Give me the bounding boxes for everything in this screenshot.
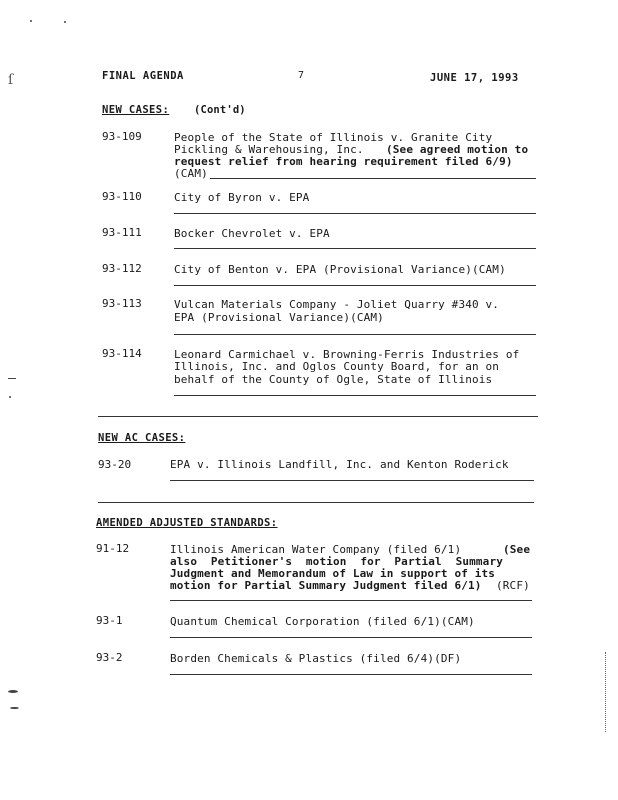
- case-caption-line: Quantum Chemical Corporation (filed 6/1)(CAM): [170, 615, 475, 628]
- agenda-title: FINAL AGENDA: [102, 70, 184, 82]
- case-caption-line: EPA (Provisional Variance)(CAM): [174, 311, 384, 324]
- case-number: 91-12: [96, 542, 130, 555]
- signature-rule: [174, 285, 536, 286]
- case-caption-line: City of Benton v. EPA (Provisional Variance)(CAM): [174, 263, 506, 276]
- section-contd: (Cont'd): [194, 104, 246, 116]
- scan-speck: [64, 21, 66, 23]
- signature-rule: [170, 637, 532, 638]
- scan-speck: [8, 378, 16, 379]
- signature-rule: [174, 334, 536, 335]
- case-number: 93-1: [96, 614, 123, 627]
- signature-rule: [170, 674, 532, 675]
- case-number: 93-110: [102, 190, 142, 203]
- signature-rule: [170, 600, 532, 601]
- case-caption-line: City of Byron v. EPA: [174, 191, 310, 204]
- section-heading-amended-adjusted-standards: AMENDED ADJUSTED STANDARDS:: [96, 517, 278, 529]
- scan-speck: [8, 690, 18, 693]
- signature-rule: [170, 480, 534, 481]
- case-caption-line: Illinois, Inc. and Oglos County Board, for an on: [174, 360, 500, 373]
- margin-mark: ſ: [8, 72, 14, 88]
- case-note: (See agreed motion to: [386, 143, 529, 156]
- signature-rule: [174, 213, 536, 214]
- case-initials: (RCF): [496, 579, 530, 592]
- scan-edge-mark: [605, 652, 606, 732]
- scan-speck: [30, 20, 32, 22]
- scan-speck: [10, 707, 19, 709]
- case-number: 93-109: [102, 130, 142, 143]
- case-initials: (CAM): [174, 167, 208, 180]
- signature-rule: [98, 502, 534, 503]
- case-number: 93-111: [102, 226, 142, 239]
- case-caption-line: Leonard Carmichael v. Browning-Ferris Industries of: [174, 348, 520, 361]
- signature-rule: [210, 178, 536, 179]
- case-number: 93-2: [96, 651, 123, 664]
- signature-rule: [174, 248, 536, 249]
- case-number: 93-112: [102, 262, 142, 275]
- case-note: Judgment and Memorandum of Law in support of its: [170, 567, 496, 580]
- case-note: motion for Partial Summary Judgment filed 6/1): [170, 579, 482, 592]
- case-caption-line: Bocker Chevrolet v. EPA: [174, 227, 330, 240]
- agenda-date: JUNE 17, 1993: [430, 72, 519, 84]
- case-caption-line: People of the State of Illinois v. Granite City: [174, 131, 493, 144]
- case-caption-line: EPA v. Illinois Landfill, Inc. and Kenton Roderick: [170, 458, 509, 471]
- case-caption-line: Vulcan Materials Company - Joliet Quarry #340 v.: [174, 298, 500, 311]
- case-note: (See: [503, 543, 531, 556]
- case-caption-line: Pickling & Warehousing, Inc.: [174, 143, 364, 156]
- case-note: request relief from hearing requirement filed 6/9): [174, 155, 513, 168]
- case-number: 93-114: [102, 347, 142, 360]
- case-caption-line: Borden Chemicals & Plastics (filed 6/4)(DF): [170, 652, 462, 665]
- case-number: 93-20: [98, 458, 132, 471]
- section-heading-new-ac-cases: NEW AC CASES:: [98, 432, 186, 444]
- signature-rule: [174, 395, 536, 396]
- case-caption-line: Illinois American Water Company (filed 6/1): [170, 543, 462, 556]
- case-number: 93-113: [102, 297, 142, 310]
- case-note: also Petitioner's motion for Partial Summary: [170, 555, 503, 568]
- signature-rule: [98, 416, 538, 417]
- section-heading-new-cases: NEW CASES:: [102, 104, 170, 116]
- page-number: 7: [298, 70, 305, 81]
- scan-speck: [9, 396, 11, 398]
- case-caption-line: behalf of the County of Ogle, State of Illinois: [174, 373, 493, 386]
